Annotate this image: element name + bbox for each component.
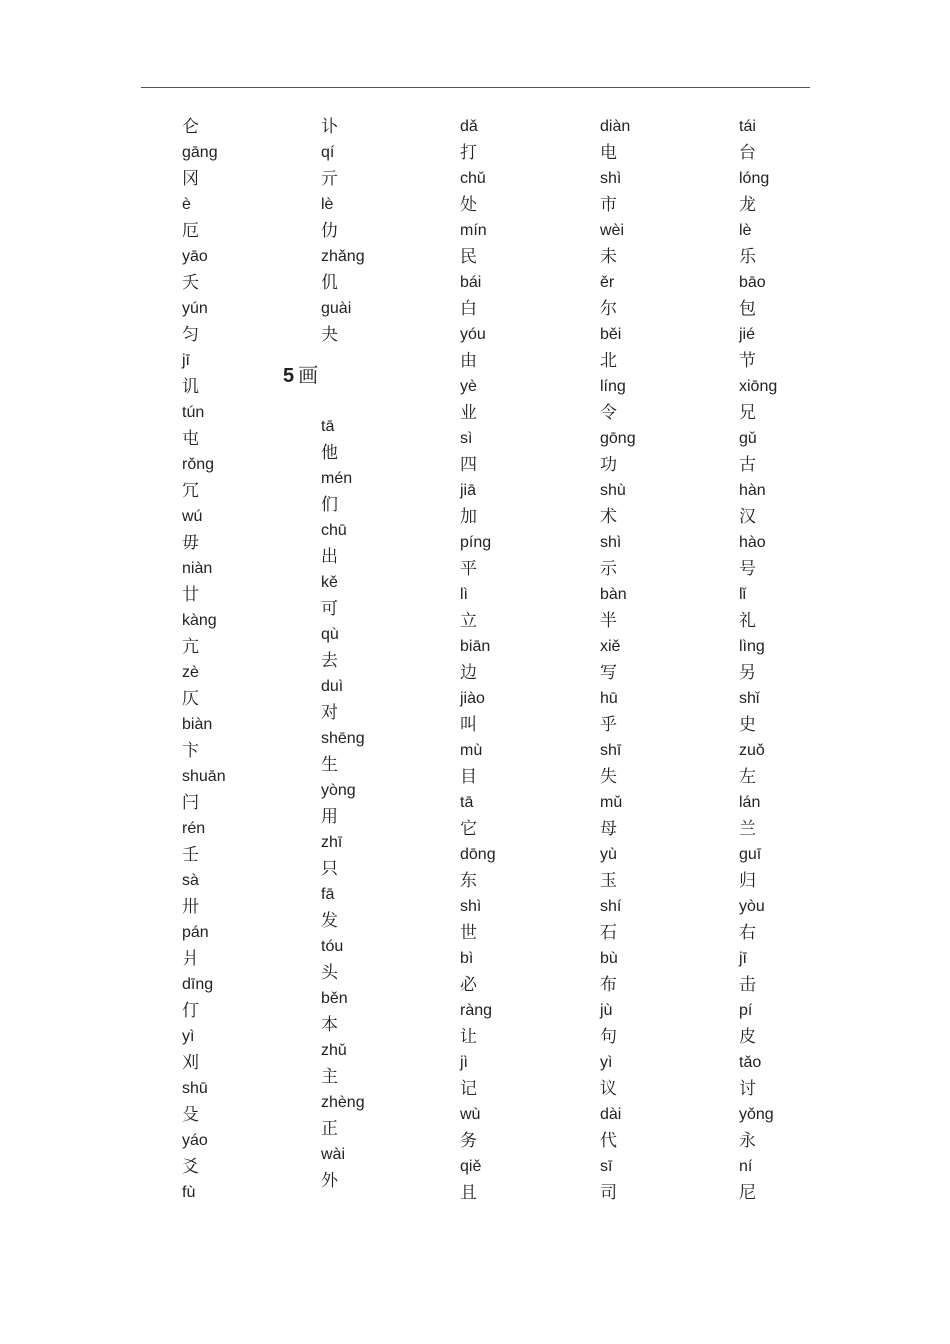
pinyin-label: yòu [739,898,765,915]
chinese-character: 史 [739,715,756,735]
pinyin-label: jié [739,326,756,343]
chinese-character: 仑 [182,117,199,137]
vocab-column-4 [600,114,720,1206]
pinyin-label: mín [460,222,487,239]
vocab-column-1 [182,114,302,1206]
chinese-character: 古 [739,455,756,475]
chinese-character: 四 [460,455,477,475]
pinyin-label: lè [739,222,752,239]
chinese-character: 永 [739,1131,756,1151]
chinese-character: 卅 [182,897,199,917]
chinese-character: 白 [460,299,477,319]
chinese-character: 冗 [182,481,199,501]
pinyin-label: yè [460,378,477,395]
chinese-character: 外 [321,1171,338,1191]
pinyin-label: wù [460,1106,481,1123]
pinyin-label: shuān [182,768,226,785]
chinese-character: 东 [460,871,477,891]
pinyin-label: mù [460,742,483,759]
chinese-character: 功 [600,455,617,475]
chinese-character: 平 [460,559,477,579]
chinese-character: 本 [321,1015,338,1035]
chinese-character: 玉 [600,871,617,891]
chinese-character: 兄 [739,403,756,423]
pinyin-label: lì [460,586,468,603]
chinese-character: 尼 [739,1183,756,1203]
chinese-character: 用 [321,807,338,827]
pinyin-label: hào [739,534,766,551]
pinyin-label: diàn [600,118,631,135]
pinyin-label: yù [600,846,617,863]
pinyin-label: duì [321,678,344,695]
chinese-character: 仃 [182,1001,199,1021]
pinyin-label: jì [460,1054,468,1071]
stroke-count-label: 画 [298,363,319,387]
pinyin-label: niàn [182,560,213,577]
chinese-character: 布 [600,975,617,995]
pinyin-label: qí [321,144,335,161]
chinese-character: 讣 [321,117,338,137]
chinese-character: 卞 [182,741,199,761]
chinese-character: 未 [600,247,617,267]
chinese-character: 打 [460,143,477,163]
pinyin-label: fā [321,886,335,903]
chinese-character: 夬 [321,325,338,345]
chinese-character: 电 [600,143,617,163]
chinese-character: 头 [321,963,338,983]
vocab-column-2 [283,114,441,1194]
chinese-character: 去 [321,651,338,671]
pinyin-label: pí [739,1002,753,1019]
chinese-character: 由 [460,351,477,371]
pinyin-label: yún [182,300,208,317]
chinese-character: 屯 [182,429,199,449]
vocab-column-5 [739,114,859,1206]
pinyin-label: zhèng [321,1094,365,1111]
pinyin-label: mén [321,470,353,487]
pinyin-label: lìng [739,638,765,655]
chinese-character: 民 [460,247,477,267]
pinyin-label: pán [182,924,209,941]
chinese-character: 礼 [739,611,756,631]
pinyin-label: gōng [600,430,636,447]
pinyin-label: guī [739,846,762,863]
chinese-character: 殳 [182,1105,199,1125]
chinese-character: 壬 [182,845,199,865]
pinyin-label: zhǎng [321,248,365,265]
pinyin-label: sì [460,430,473,447]
chinese-character: 处 [460,195,477,215]
pinyin-label: jiā [460,482,477,499]
pinyin-label: lǐ [739,586,747,603]
chinese-character: 右 [739,923,756,943]
pinyin-label: shí [600,898,622,915]
chinese-character: 龙 [739,195,756,215]
pinyin-label: ní [739,1158,753,1175]
pinyin-label: tái [739,118,756,135]
chinese-character: 乎 [600,715,617,735]
pinyin-label: rǒng [182,456,215,473]
stroke-count-number: 5 [283,365,295,387]
pinyin-label: shù [600,482,626,499]
chinese-character: 爿 [182,949,199,969]
pinyin-label: dǎ [460,118,478,135]
pinyin-label: ěr [600,274,615,291]
chinese-character: 必 [460,975,477,995]
chinese-character: 边 [460,663,477,683]
chinese-character: 母 [600,819,617,839]
chinese-character: 代 [600,1131,617,1151]
pinyin-label: yāo [182,248,208,265]
chinese-character: 讥 [182,377,199,397]
chinese-character: 匀 [182,325,199,345]
chinese-character: 目 [460,767,477,787]
header-rule [141,87,810,88]
chinese-character: 兰 [739,819,756,839]
pinyin-label: lán [739,794,761,811]
pinyin-label: jiào [460,690,485,707]
pinyin-label: xiōng [739,378,778,395]
pinyin-label: jī [739,950,747,967]
chinese-character: 另 [739,663,756,683]
pinyin-label: guài [321,300,352,317]
chinese-character: 们 [321,495,338,515]
pinyin-label: fù [182,1184,196,1201]
chinese-character: 左 [739,767,756,787]
pinyin-label: yǒng [739,1106,774,1123]
chinese-character: 发 [321,911,338,931]
chinese-character: 闩 [182,793,199,813]
chinese-character: 令 [600,403,617,423]
pinyin-label: ràng [460,1002,493,1019]
chinese-character: 立 [460,611,477,631]
pinyin-label: lóng [739,170,770,187]
chinese-character: 写 [600,663,617,683]
pinyin-label: jī [182,352,190,369]
chinese-character: 术 [600,507,617,527]
pinyin-label: shǐ [739,690,760,707]
chinese-character: 失 [600,767,617,787]
chinese-character: 刈 [182,1053,199,1073]
pinyin-label: biān [460,638,491,655]
pinyin-label: bù [600,950,618,967]
chinese-character: 务 [460,1131,477,1151]
chinese-character: 只 [321,859,338,879]
pinyin-label: qiě [460,1158,482,1175]
chinese-character: 仉 [321,273,338,293]
chinese-character: 乐 [739,247,756,267]
chinese-character: 对 [321,703,338,723]
chinese-character: 归 [739,871,756,891]
chinese-character: 仄 [182,689,199,709]
pinyin-label: xiě [600,638,621,655]
pinyin-label: shì [600,534,622,551]
chinese-character: 加 [460,507,477,527]
chinese-character: 皮 [739,1027,756,1047]
chinese-character: 议 [600,1079,617,1099]
chinese-character: 尔 [600,299,617,319]
pinyin-label: tóu [321,938,344,955]
chinese-character: 他 [321,443,338,463]
pinyin-label: bái [460,274,482,291]
vocab-column-3 [460,114,580,1206]
pinyin-label: běn [321,990,348,1007]
pinyin-label: tún [182,404,205,421]
chinese-character: 石 [600,923,617,943]
pinyin-label: píng [460,534,492,551]
pinyin-label: dài [600,1106,622,1123]
chinese-character: 让 [460,1027,477,1047]
pinyin-label: jù [600,1002,613,1019]
pinyin-label: bàn [600,586,627,603]
chinese-character: 且 [460,1183,477,1203]
pinyin-label: hū [600,690,618,707]
pinyin-label: shī [600,742,622,759]
chinese-character: 市 [600,195,617,215]
chinese-character: 示 [600,559,617,579]
pinyin-label: shēng [321,730,365,747]
chinese-character: 世 [460,923,477,943]
pinyin-label: líng [600,378,626,395]
pinyin-label: yòng [321,782,356,799]
chinese-character: 它 [460,819,477,839]
pinyin-label: wài [321,1146,346,1163]
pinyin-label: kàng [182,612,217,629]
chinese-character: 亓 [321,169,338,189]
chinese-character: 夭 [182,273,199,293]
chinese-character: 毋 [182,533,199,553]
pinyin-label: sà [182,872,199,889]
chinese-character: 亢 [182,637,199,657]
chinese-character: 生 [321,755,338,775]
chinese-character: 讨 [739,1079,756,1099]
chinese-character: 包 [739,299,756,319]
chinese-character: 出 [321,547,338,567]
chinese-character: 司 [600,1183,617,1203]
pinyin-label: sī [600,1158,613,1175]
chinese-character: 可 [321,599,338,619]
chinese-character: 节 [739,351,756,371]
chinese-character: 台 [739,143,756,163]
pinyin-label: yáo [182,1132,208,1149]
pinyin-label: gǔ [739,430,757,447]
chinese-character: 叫 [460,715,477,735]
pinyin-label: tǎo [739,1054,762,1071]
chinese-character: 主 [321,1067,338,1087]
chinese-character: 仂 [321,221,338,241]
pinyin-label: zuǒ [739,742,765,759]
pinyin-label: bì [460,950,474,967]
pinyin-label: zhǔ [321,1042,347,1059]
chinese-character: 北 [600,351,617,371]
pinyin-label: qù [321,626,339,643]
chinese-character: 句 [600,1027,617,1047]
chinese-character: 冈 [182,169,199,189]
chinese-character: 厄 [182,221,199,241]
pinyin-label: rén [182,820,206,837]
pinyin-label: běi [600,326,622,343]
pinyin-label: bāo [739,274,766,291]
pinyin-label: yì [600,1054,613,1071]
chinese-character: 汉 [739,507,756,527]
pinyin-label: chǔ [460,170,486,187]
pinyin-label: dīng [182,976,214,993]
pinyin-label: hàn [739,482,766,499]
pinyin-label: tā [460,794,474,811]
chinese-character: 号 [739,559,756,579]
pinyin-label: gāng [182,144,218,161]
stroke-count-heading [283,362,441,388]
chinese-character: 半 [600,611,617,631]
pinyin-label: yì [182,1028,195,1045]
pinyin-label: shì [600,170,622,187]
pinyin-label: wú [182,508,203,525]
chinese-character: 正 [321,1119,338,1139]
pinyin-label: è [182,196,191,213]
pinyin-label: tā [321,418,335,435]
pinyin-label: wèi [600,222,625,239]
pinyin-label: mǔ [600,794,623,811]
chinese-character: 廿 [182,585,199,605]
pinyin-label: dōng [460,846,496,863]
pinyin-label: kě [321,574,338,591]
chinese-character: 业 [460,403,477,423]
pinyin-label: zhī [321,834,343,851]
chinese-character: 爻 [182,1157,199,1177]
pinyin-label: zè [182,664,199,681]
pinyin-label: shū [182,1080,208,1097]
chinese-character: 记 [460,1079,477,1099]
pinyin-label: yóu [460,326,486,343]
pinyin-label: chū [321,522,347,539]
pinyin-label: shì [460,898,482,915]
chinese-character: 击 [739,975,756,995]
pinyin-label: lè [321,196,334,213]
pinyin-label: biàn [182,716,213,733]
